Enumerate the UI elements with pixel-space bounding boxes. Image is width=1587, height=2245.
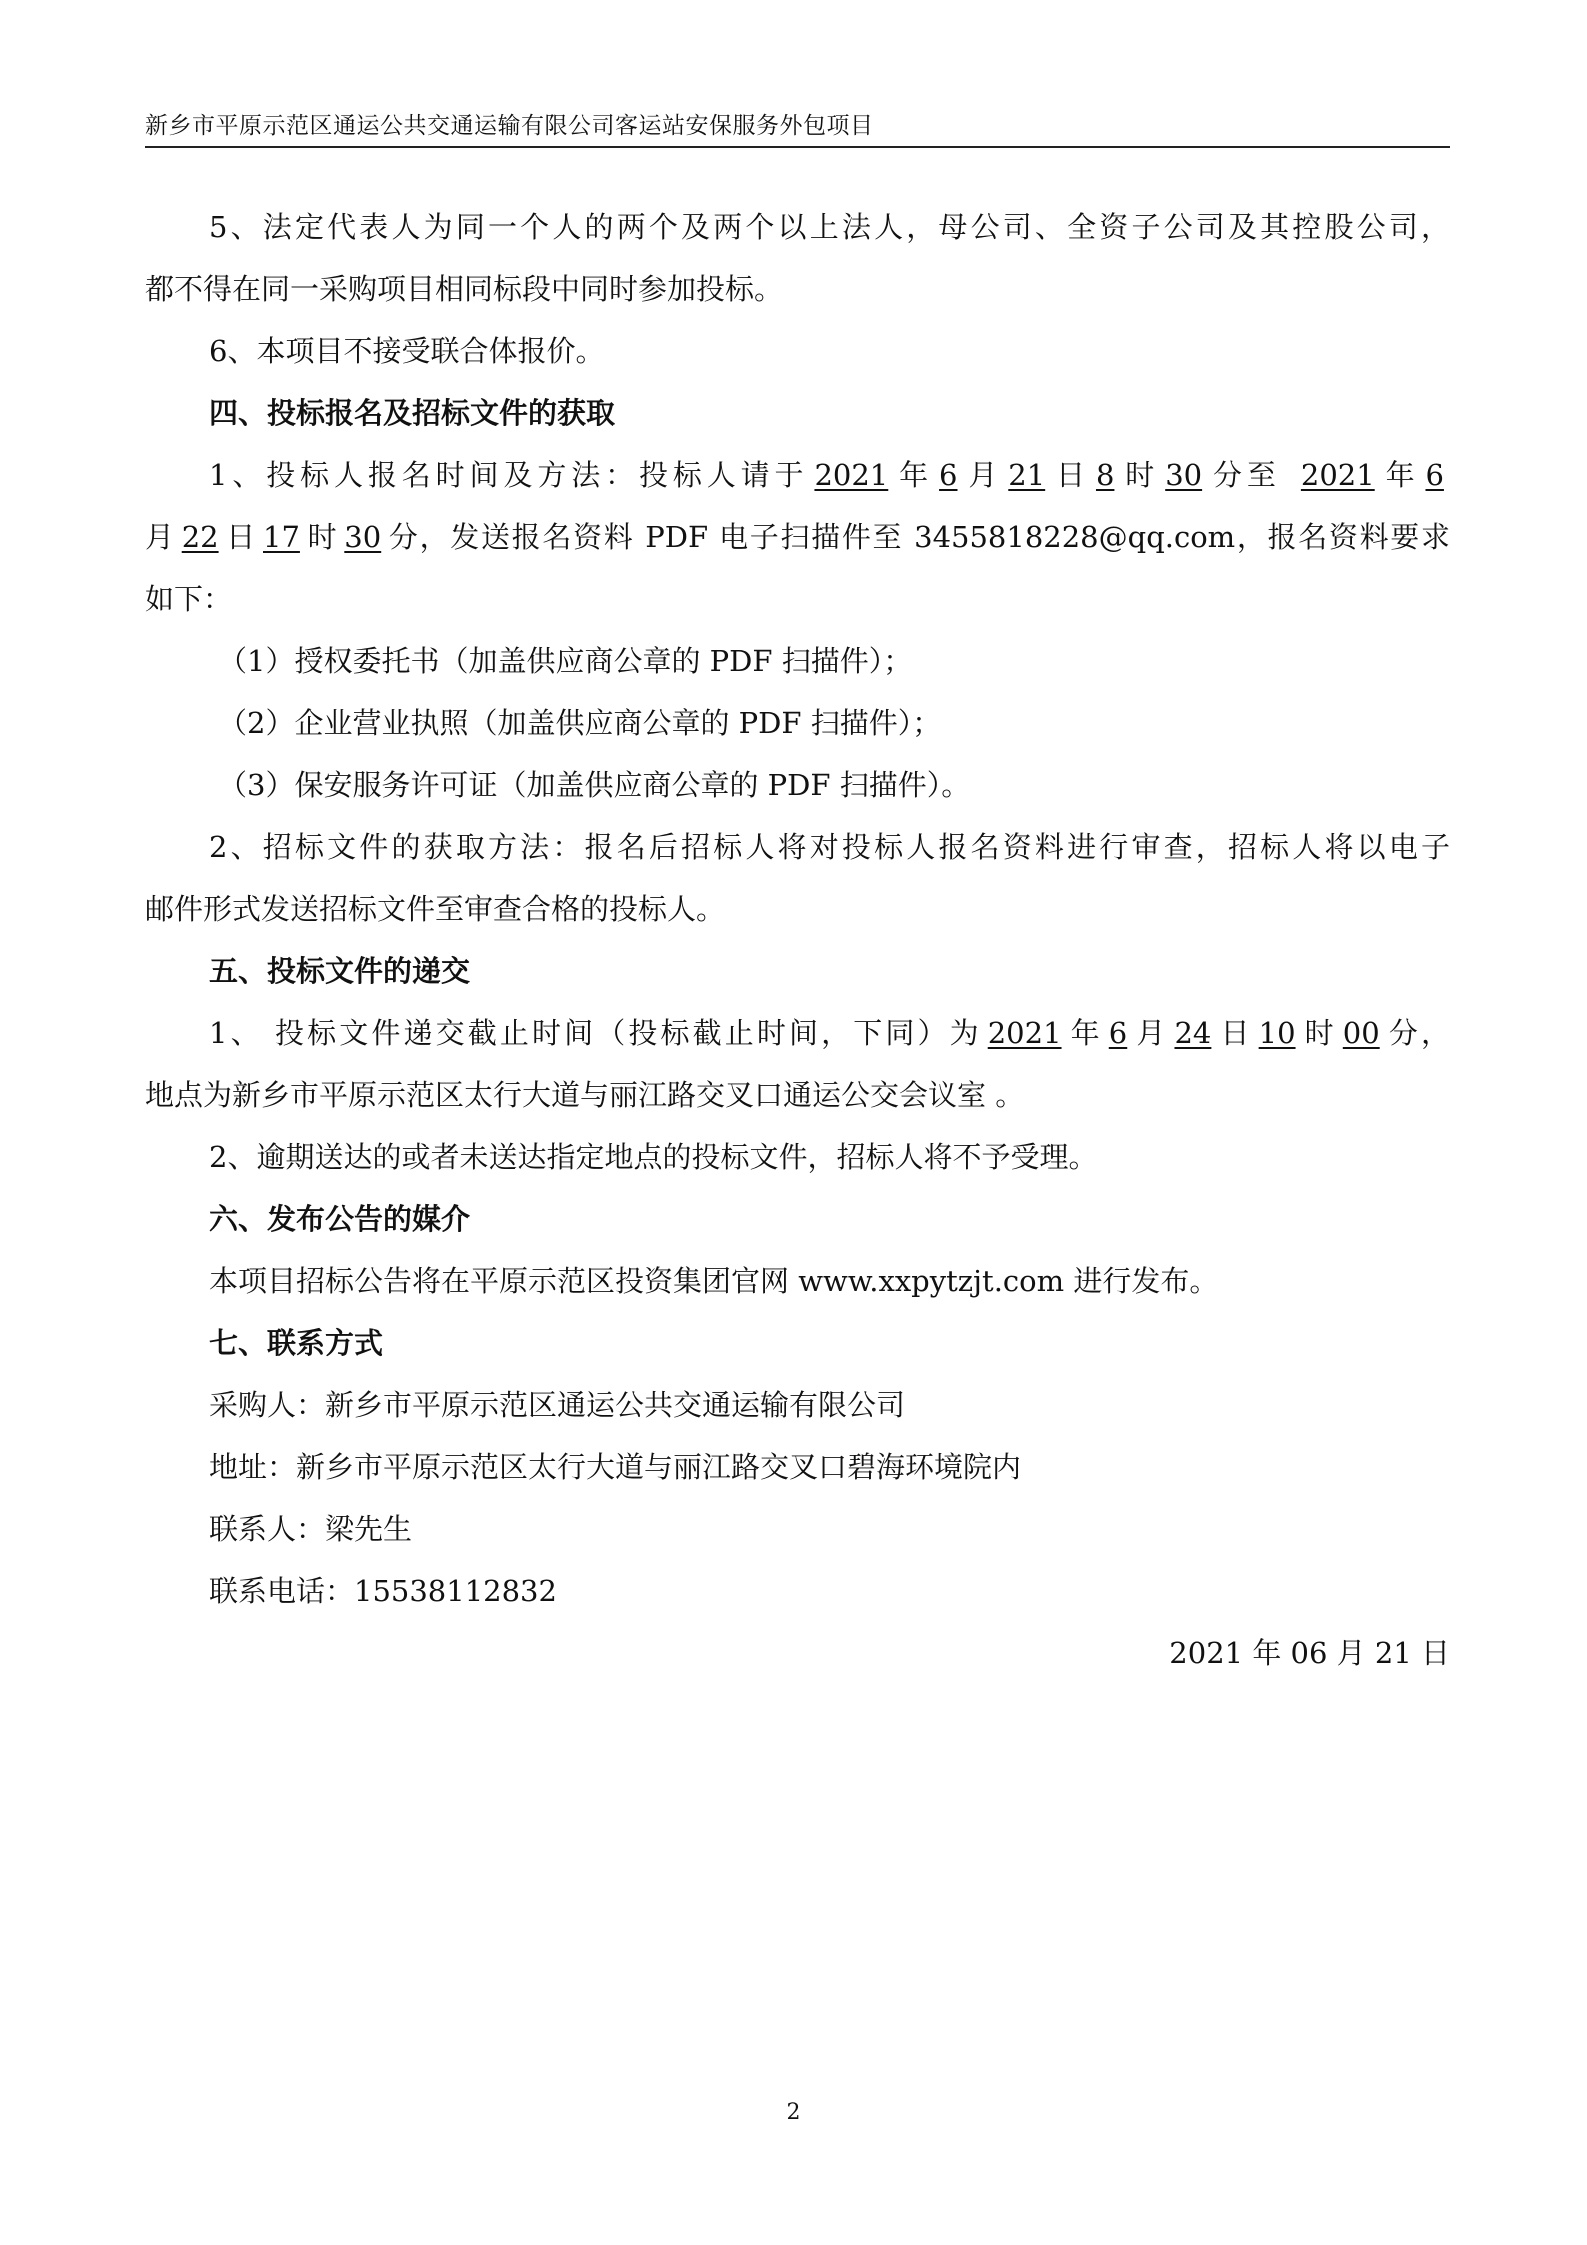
section5-p1-line2: 地点为新乡市平原示范区太行大道与丽江路交叉口通运公交会议室 。 [145, 1078, 1025, 1112]
start-year: 2021 [814, 458, 889, 492]
deadline-hour: 10 [1258, 1016, 1296, 1050]
document-date: 2021 年 06 月 21 日 [1169, 1636, 1450, 1670]
deadline-year: 2021 [987, 1016, 1062, 1050]
deadline-minute: 00 [1342, 1016, 1380, 1050]
start-minute: 30 [1165, 458, 1203, 492]
header-rule [145, 146, 1450, 148]
section5-p1-line1: 1、 投标文件递交截止时间（投标截止时间，下同）为 2021 年 6 月 24 日 10 时 00 分， [209, 1016, 1450, 1050]
end-minute: 30 [344, 520, 382, 554]
contact-phone: 联系电话：15538112832 [209, 1574, 557, 1608]
deadline-day: 24 [1174, 1016, 1212, 1050]
section6-text: 本项目招标公告将在平原示范区投资集团官网 www.xxpytzjt.com 进行发布。 [209, 1264, 1219, 1298]
end-hour: 17 [263, 520, 300, 554]
section4-p2-line1: 2、招标文件的获取方法：报名后招标人将对投标人报名资料进行审查，招标人将以电子 [209, 830, 1450, 864]
start-hour: 8 [1095, 458, 1115, 492]
section4-p1-line3: 如下： [145, 582, 233, 616]
page-number: 2 [786, 2100, 801, 2125]
contact-address: 地址：新乡市平原示范区太行大道与丽江路交叉口碧海环境院内 [209, 1450, 1022, 1484]
requirement-3: （3）保安服务许可证（加盖供应商公章的 PDF 扫描件）。 [218, 768, 971, 802]
item6: 6、本项目不接受联合体报价。 [209, 334, 605, 368]
start-day: 21 [1008, 458, 1046, 492]
item5-line2: 都不得在同一采购项目相同标段中同时参加投标。 [145, 272, 784, 306]
contact-person: 联系人：梁先生 [209, 1512, 413, 1546]
section4-p1-line1: 1、投标人报名时间及方法：投标人请于 2021 年 6 月 21 日 8 时 30 分至 2021 年 6 [209, 455, 1450, 495]
to-text: 分至 [1208, 458, 1281, 492]
deadline-month: 6 [1108, 1016, 1128, 1050]
running-header: 新乡市平原示范区通运公共交通运输有限公司客运站安保服务外包项目 [145, 113, 874, 139]
section5-heading: 五、投标文件的递交 [209, 954, 471, 988]
section7-heading: 七、联系方式 [209, 1326, 384, 1360]
end-month: 6 [1425, 458, 1444, 492]
section6-heading: 六、发布公告的媒介 [209, 1202, 471, 1236]
section5-p2: 2、逾期送达的或者未送达指定地点的投标文件，招标人将不予受理。 [209, 1140, 1098, 1174]
section4-heading: 四、投标报名及招标文件的获取 [209, 396, 616, 430]
contact-buyer: 采购人：新乡市平原示范区通运公共交通运输有限公司 [209, 1388, 906, 1422]
end-day: 22 [181, 520, 219, 554]
section4-p1-line2: 月 22 日 17 时 30 分，发送报名资料 PDF 电子扫描件至 3455818228@qq.com，报名资料要求 [145, 520, 1450, 554]
requirement-2: （2）企业营业执照（加盖供应商公章的 PDF 扫描件）； [218, 706, 942, 740]
section4-p2-line2: 邮件形式发送招标文件至审查合格的投标人。 [145, 892, 726, 926]
item5-line1: 5、法定代表人为同一个人的两个及两个以上法人，母公司、全资子公司及其控股公司， [209, 210, 1450, 244]
deadline-prefix: 1、 投标文件递交截止时间（投标截止时间，下同）为 [209, 1016, 982, 1050]
end-year: 2021 [1300, 458, 1375, 492]
registration-suffix: 分，发送报名资料 PDF 电子扫描件至 3455818228@qq.com，报名资料要求 [387, 520, 1450, 554]
requirement-1: （1）授权委托书（加盖供应商公章的 PDF 扫描件）； [218, 644, 913, 678]
registration-prefix: 1、投标人报名时间及方法：投标人请于 [209, 458, 809, 492]
start-month: 6 [939, 458, 958, 492]
